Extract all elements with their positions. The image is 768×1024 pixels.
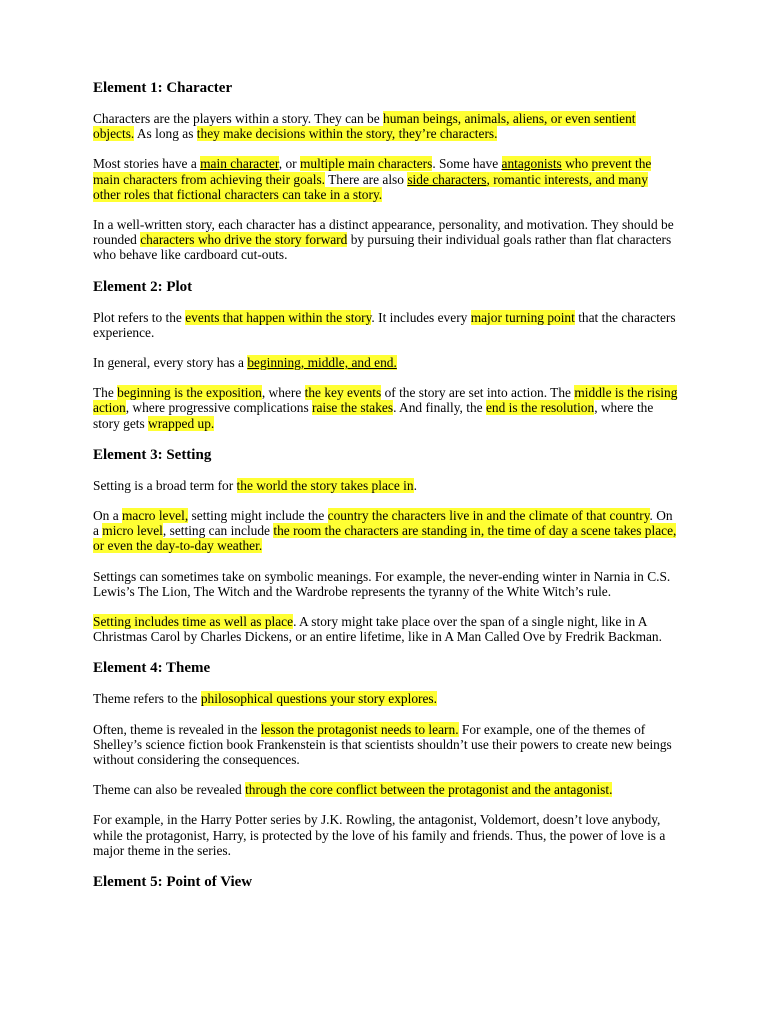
section-1 (93, 79, 678, 263)
section-2 (93, 278, 678, 431)
text-run: . A story might take place over the span of a single night, like in A Christmas Carol by Charles Dickens, or an entire lifetime, like in A Man Called Ove by Fredrik Backman. (93, 614, 662, 645)
highlighted-text: events that happen within the story (185, 309, 372, 325)
text-run: In a well-written story, each character has a distinct appearance, personality, and motivation. They should be rounded (93, 217, 674, 248)
highlighted-text: characters who drive the story forward (140, 232, 348, 248)
paragraph (93, 156, 678, 202)
highlighted-text: side characters (407, 171, 487, 187)
highlighted-text: lesson the protagonist needs to learn. (260, 721, 459, 737)
text-run: Theme refers to the (93, 691, 201, 707)
text-run: There are also (325, 171, 408, 187)
highlighted-text: beginning is the exposition (117, 385, 262, 401)
highlighted-text: the world the story takes place in (236, 477, 414, 493)
text-run: , where progressive complications (125, 400, 313, 416)
highlighted-text: major turning point (470, 309, 575, 325)
highlighted-text: micro level (102, 523, 163, 539)
section-3 (93, 446, 678, 645)
text-run: As long as (134, 126, 197, 142)
paragraph (93, 812, 678, 858)
document-body (93, 79, 678, 891)
text-run: by pursuing their individual goals rather than flat characters who behave like cardboard cut-outs. (93, 232, 672, 263)
text-run: For example, one of the themes of Shelley’s science fiction book Frankenstein is that scientists shouldn’t use their powers to create new beings without considering the consequences. (93, 721, 672, 768)
text-run: For example, in the Harry Potter series by J.K. Rowling, the antagonist, Voldemort, doesn’t love anybody, while the protagonist, Harry, is protected by the love of his family and friends. Thus, the power of love is a major theme in the series. (93, 812, 666, 858)
highlighted-text: wrapped up. (148, 415, 215, 431)
highlighted-text: they make decisions within the story, they’re characters. (196, 126, 498, 142)
text-run: , where (261, 385, 305, 401)
paragraph (93, 508, 678, 554)
section-4 (93, 659, 678, 858)
section-heading: Element 4: Theme (93, 660, 211, 677)
section-5 (93, 873, 678, 891)
text-run: Often, theme is revealed in the (93, 721, 261, 737)
text-run: of the story are set into action. The (381, 385, 575, 401)
section-heading: Element 3: Setting (93, 446, 212, 463)
paragraph (93, 782, 678, 797)
text-run: . It includes every (371, 309, 471, 325)
text-run: On a (93, 508, 123, 524)
section-heading: Element 1: Character (93, 80, 233, 96)
highlighted-text: who prevent the main characters from achieving their goals. (93, 156, 652, 187)
highlighted-text: through the core conflict between the protagonist and the antagonist. (245, 782, 613, 798)
paragraph (93, 691, 678, 706)
text-run: , setting can include (162, 523, 274, 539)
highlighted-text: antagonists (501, 156, 562, 172)
text-run: Most stories have a (93, 156, 201, 172)
text-run: Theme can also be revealed (93, 782, 246, 798)
paragraph (93, 614, 678, 644)
text-run: Setting is a broad term for (93, 477, 237, 493)
paragraph (93, 722, 678, 768)
paragraph (93, 385, 678, 431)
highlighted-text: philosophical questions your story explores. (200, 691, 437, 707)
text-run: . On a (93, 508, 673, 539)
highlighted-text: raise the stakes (312, 400, 394, 416)
highlighted-text: , romantic interests, and many other roles that fictional characters can take in a story. (93, 171, 648, 202)
text-run: that the characters experience. (93, 309, 676, 340)
highlighted-text: Setting includes time as well as place (93, 614, 294, 630)
highlighted-text: country the characters live in and the climate of that country (327, 508, 650, 524)
text-run: Characters are the players within a story. They can be (93, 111, 384, 126)
highlighted-text: multiple main characters (299, 156, 433, 172)
paragraph (93, 478, 678, 493)
text-run: Plot refers to the (93, 309, 186, 325)
paragraph (93, 217, 678, 263)
highlighted-text: middle is the rising action (93, 385, 678, 416)
text-run: , or (278, 156, 300, 172)
paragraph (93, 569, 678, 599)
highlighted-text: human beings, animals, aliens, or even sentient objects. (93, 111, 636, 142)
text-run: In general, every story has a (93, 355, 248, 371)
text-run: . Some have (432, 156, 502, 172)
highlighted-text: the key events (304, 385, 382, 401)
text-run: , where the story gets (93, 400, 654, 431)
highlighted-text: macro level, (122, 508, 189, 524)
text-run: Settings can sometimes take on symbolic meanings. For example, the never-ending winter in Narnia in C.S. Lewis’s The Lion, The Witch and the Wardrobe represents the tyranny of the White Witch’s rule. (93, 568, 671, 599)
section-heading: Element 5: Point of View (93, 874, 253, 891)
highlighted-text: beginning, middle, and end. (247, 355, 397, 371)
text-run: . (413, 477, 417, 493)
text-run: The (93, 385, 118, 401)
paragraph (93, 111, 678, 141)
text-run: setting might include the (188, 508, 328, 524)
highlighted-text: end is the resolution (485, 400, 595, 416)
paragraph (93, 310, 678, 340)
text-run: . And finally, the (393, 400, 486, 416)
highlighted-text: main character (200, 156, 279, 172)
section-heading: Element 2: Plot (93, 278, 193, 295)
paragraph (93, 355, 678, 370)
highlighted-text: the room the characters are standing in, the time of day a scene takes place, or even the day-to-day weather. (93, 523, 677, 554)
